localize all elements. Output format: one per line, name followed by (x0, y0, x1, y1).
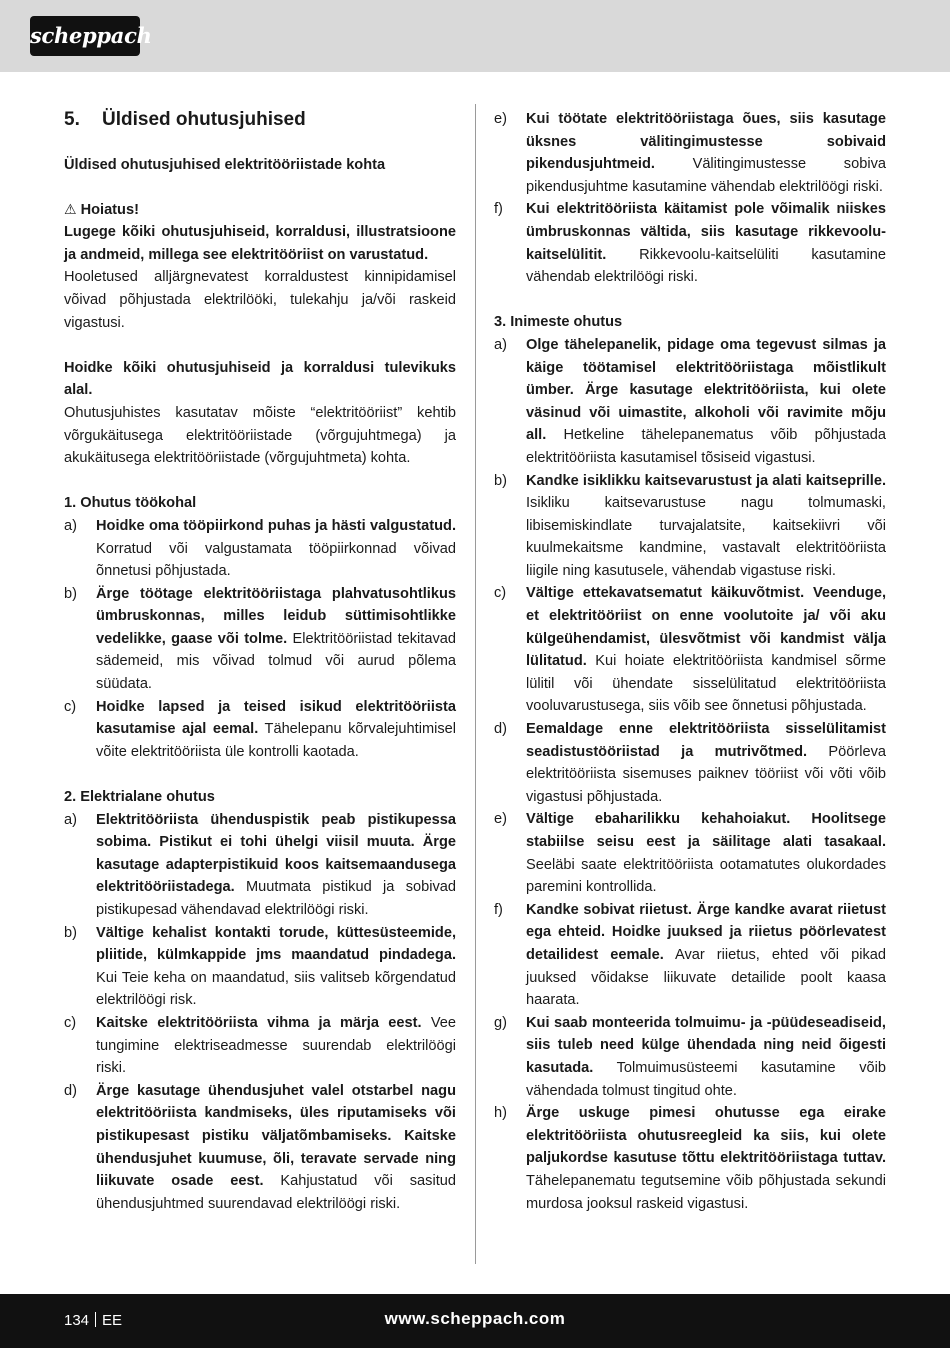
item-bold: Hoidke lapsed ja teised isikud elektritööriista kasutamise ajal eemal. (96, 698, 456, 738)
item-text: Seeläbi saate elektritööriista ootamatutes olukordades paremini kontrollida. (526, 856, 886, 896)
item-text: Avar riietus, ehted või pikad juuksed võidakse liikuvate detailide poolt kaasa haarata. (526, 946, 886, 1009)
item-bold: Kaitske elektritööriista vihma ja märja eest. (96, 1014, 422, 1031)
warning-label: Hoiatus! (80, 201, 139, 218)
list-item (494, 718, 886, 808)
item-bold: Ärge töötage elektritööriistaga plahvatusohtlikus ümbruskonnas, milles leidub süttimisohtlikke vedelikke, gaase või tolme. (96, 585, 456, 647)
section-number: 5. (64, 109, 80, 130)
item-letter: f) (494, 201, 503, 218)
item-text: Hetkeline tähelepanematus võib põhjustada elektritööriista kasutamisel tõsiseid vigastusi. (526, 427, 886, 466)
list-item (494, 1012, 886, 1102)
warning-bold-text: Lugege kõiki ohutusjuhiseid, korraldusi, illustratsioone ja andmeid, millega see elektritööriist on varustatud. (64, 224, 456, 263)
group-title-electrical: 2. Elektrialane ohutus (64, 789, 215, 806)
item-letter: a) (494, 336, 507, 353)
subtitle: Üldised ohutusjuhised elektritööriistade kohta (64, 157, 386, 173)
item-text: Rikkevoolu-kaitselüliti kasutamine vähendab elektrilöögi riski. (526, 246, 886, 286)
right-column (494, 108, 886, 1215)
item-bold: Kandke isiklikku kaitsevarustust ja alati kaitseprille. (526, 472, 886, 489)
item-letter: a) (64, 517, 77, 534)
item-letter: f) (494, 901, 503, 918)
item-text: Kahjustatud või sasitud ühendusjuhtmed suurendavad elektrilöögi riski. (96, 1173, 456, 1212)
language-code: EE (102, 1312, 123, 1329)
list-item (64, 1080, 456, 1216)
section-title: Üldised ohutusjuhised (102, 109, 306, 130)
page-number: 134 (64, 1312, 90, 1329)
website-link[interactable]: www.scheppach.com (384, 1309, 566, 1328)
item-text: Isikliku kaitsevarustuse nagu tolmumaski, libisemiskindlate turvajalatsite, kaitsekiivri või kuulmekaitsme kandmine, vastavalt elektritööriista liigile ning kasutusele, vähendab vigastuse riski. (526, 495, 886, 579)
item-letter: c) (64, 1014, 77, 1031)
item-text: Tähelepanu kõrvalejuhtimisel võite elektritööriista üle kontrolli kaotada. (96, 721, 456, 760)
item-bold: Kui töötate elektritööriistaga õues, siis kasutage üksnes välitingimustesse sobivaid pikendusjuhtmeid. (526, 111, 886, 173)
list-item (64, 922, 456, 1012)
scheppach-logo: scheppach (30, 16, 140, 56)
item-text: Elektritööriistad tekitavad sädemeid, mis võivad tolmud või aurud põlema süüdata. (96, 630, 456, 693)
item-bold: Eemaldage enne elektritööriista sisselülitamist seadistustööriistad ja mutrivõtmed. (526, 721, 886, 760)
item-bold: Hoidke oma tööpiirkond puhas ja hästi valgustatud. (96, 517, 456, 534)
list-item (494, 899, 886, 1012)
group-title-workplace: 1. Ohutus töökohal (64, 495, 197, 512)
warning-text: Hooletused alljärgnevatest korraldustest kinnipidamisel võivad põhjustada elektrilööki, tulekahju ja/või raskeid vigastusi. (64, 269, 456, 331)
item-text: Pöörleva elektritööriista sisemuses paiknev tööriist või võti võib vigastusi põhjustada. (526, 743, 887, 805)
item-letter: d) (494, 721, 507, 738)
item-letter: c) (494, 585, 507, 602)
item-letter: b) (494, 472, 507, 489)
left-column (64, 108, 456, 1215)
item-text: Kui hoiate elektritööriista kandmisel sõrme lülitil või ühendate sisselülitatud elektritööriista vooluvarustusega, siis võib see õnnetusi põhjustada. (526, 653, 886, 715)
list-item (64, 696, 456, 764)
item-bold: Kui elektritööriista käitamist pole võimalik niiskes ümbruskonnas vältida, siis kasutage rikkevoolu-kaitselülitit. (526, 201, 886, 263)
item-letter: b) (64, 585, 77, 602)
keep-instructions-text: Ohutusjuhistes kasutatav mõiste “elektritööriist” kehtib võrgukäitusega elektritööriistade (võrgujuhtmega) ja akukäitusega elektritööriistade (võrgujuhtmeta) kohta. (64, 404, 456, 467)
keep-instructions-bold: Hoidke kõiki ohutusjuhiseid ja korraldusi tulevikuks alal. (64, 359, 456, 399)
list-item (494, 108, 886, 198)
item-bold: Olge tähelepanelik, pidage oma tegevust silmas ja käige töötamisel elektritööriistaga mõistlikult ümber. Ärge kasutage elektritööriista, kui olete väsinud või uimastite, alkoholi või ravimite mõju all. (526, 336, 886, 444)
item-letter: h) (494, 1105, 507, 1122)
item-bold: Vältige ebaharilikku kehahoiakut. Hoolitsege stabiilse seisu eest ja säilitage alati tasakaal. (526, 811, 886, 850)
list-item (494, 470, 886, 583)
list-item (494, 1102, 886, 1215)
item-bold: Ärge kasutage ühendusjuhet valel otstarbel nagu elektritööriista kandmiseks, üles riputamiseks või pistikupesast pistiku väljatõmbamiseks. Kaitske ühendusjuhet kuumuse, õli, teravate servade ning liikuvate osade eest. (96, 1082, 456, 1190)
item-letter: g) (494, 1014, 507, 1031)
list-item (64, 809, 456, 922)
item-letter: a) (64, 811, 77, 828)
item-text: Kui Teie keha on maandatud, siis valitseb kõrgendatud elektrilöögi risk. (96, 969, 456, 1009)
item-letter: b) (64, 924, 77, 941)
item-bold: Kandke sobivat riietust. Ärge kandke avarat riietust ega ehteid. Hoidke juuksed ja riietus pöörlevatest detailidest eemale. (526, 901, 886, 963)
item-text: Välitingimustesse sobiva pikendusjuhtme kasutamine vähendab elektrilöögi riski. (526, 156, 886, 195)
item-letter: d) (64, 1082, 77, 1099)
list-item (494, 808, 886, 898)
section-heading (64, 108, 456, 132)
page-header (0, 0, 950, 72)
warning-heading (64, 199, 456, 222)
item-bold: Vältige ettekavatsematut käikuvõtmist. Veenduge, et elektritööriist on enne voolutoite ja/ või aku külgeühendamist, ülesvõtmist või kandmist välja lülitatud. (526, 585, 886, 670)
item-bold: Elektritööriista ühenduspistik peab pistikupessa sobima. Pistikut ei tohi ühelgi viisil muuta. Ärge kasutage adapterpistikuid koos kaitsemaandusega elektritööriistadega. (96, 811, 456, 896)
item-bold: Kui saab monteerida tolmuimu- ja -püüdeseadiseid, siis tuleb need külge ühendada ning neid õigesti kasutada. (526, 1014, 886, 1076)
list-item (494, 334, 886, 470)
item-text: Vee tungimine elektriseadmesse suurendab elektrilöögi riski. (96, 1014, 456, 1077)
item-text: Tähelepanematu tegutsemine võib põhjustada sekundi murdosa jooksul raskeid vigastusi. (526, 1172, 886, 1212)
item-letter: e) (494, 111, 507, 127)
column-divider (475, 104, 476, 1264)
item-text: Tolmuimusüsteemi kasutamine võib vähendada tolmust tingitud ohte. (526, 1059, 886, 1099)
warning-triangle-icon: ⚠ (64, 201, 77, 218)
list-item (64, 1012, 456, 1080)
group-title-personal: 3. Inimeste ohutus (494, 314, 623, 331)
list-item (494, 198, 886, 288)
item-bold: Vältige kehalist kontakti torude, küttesüsteemide, pliitide, külmkappide jms maandatud pindadega. (96, 924, 456, 964)
item-bold: Ärge uskuge pimesi ohutusse ega eirake elektritööriista ohutusreegleid ka siis, kui olete paljukordse kasutuse tõttu elektritööriistaga tuttav. (526, 1105, 886, 1167)
item-text: Muutmata pistikud ja sobivad pistikupesad vähendavad elektrilöögi riski. (96, 879, 456, 918)
list-item (64, 515, 456, 583)
item-letter: e) (494, 811, 507, 828)
page-footer (0, 1294, 950, 1348)
item-letter: c) (64, 698, 77, 715)
list-item (494, 582, 886, 718)
list-item (64, 583, 456, 696)
item-text: Korratud või valgustamata tööpiirkonnad võivad õnnetusi põhjustada. (96, 540, 456, 580)
